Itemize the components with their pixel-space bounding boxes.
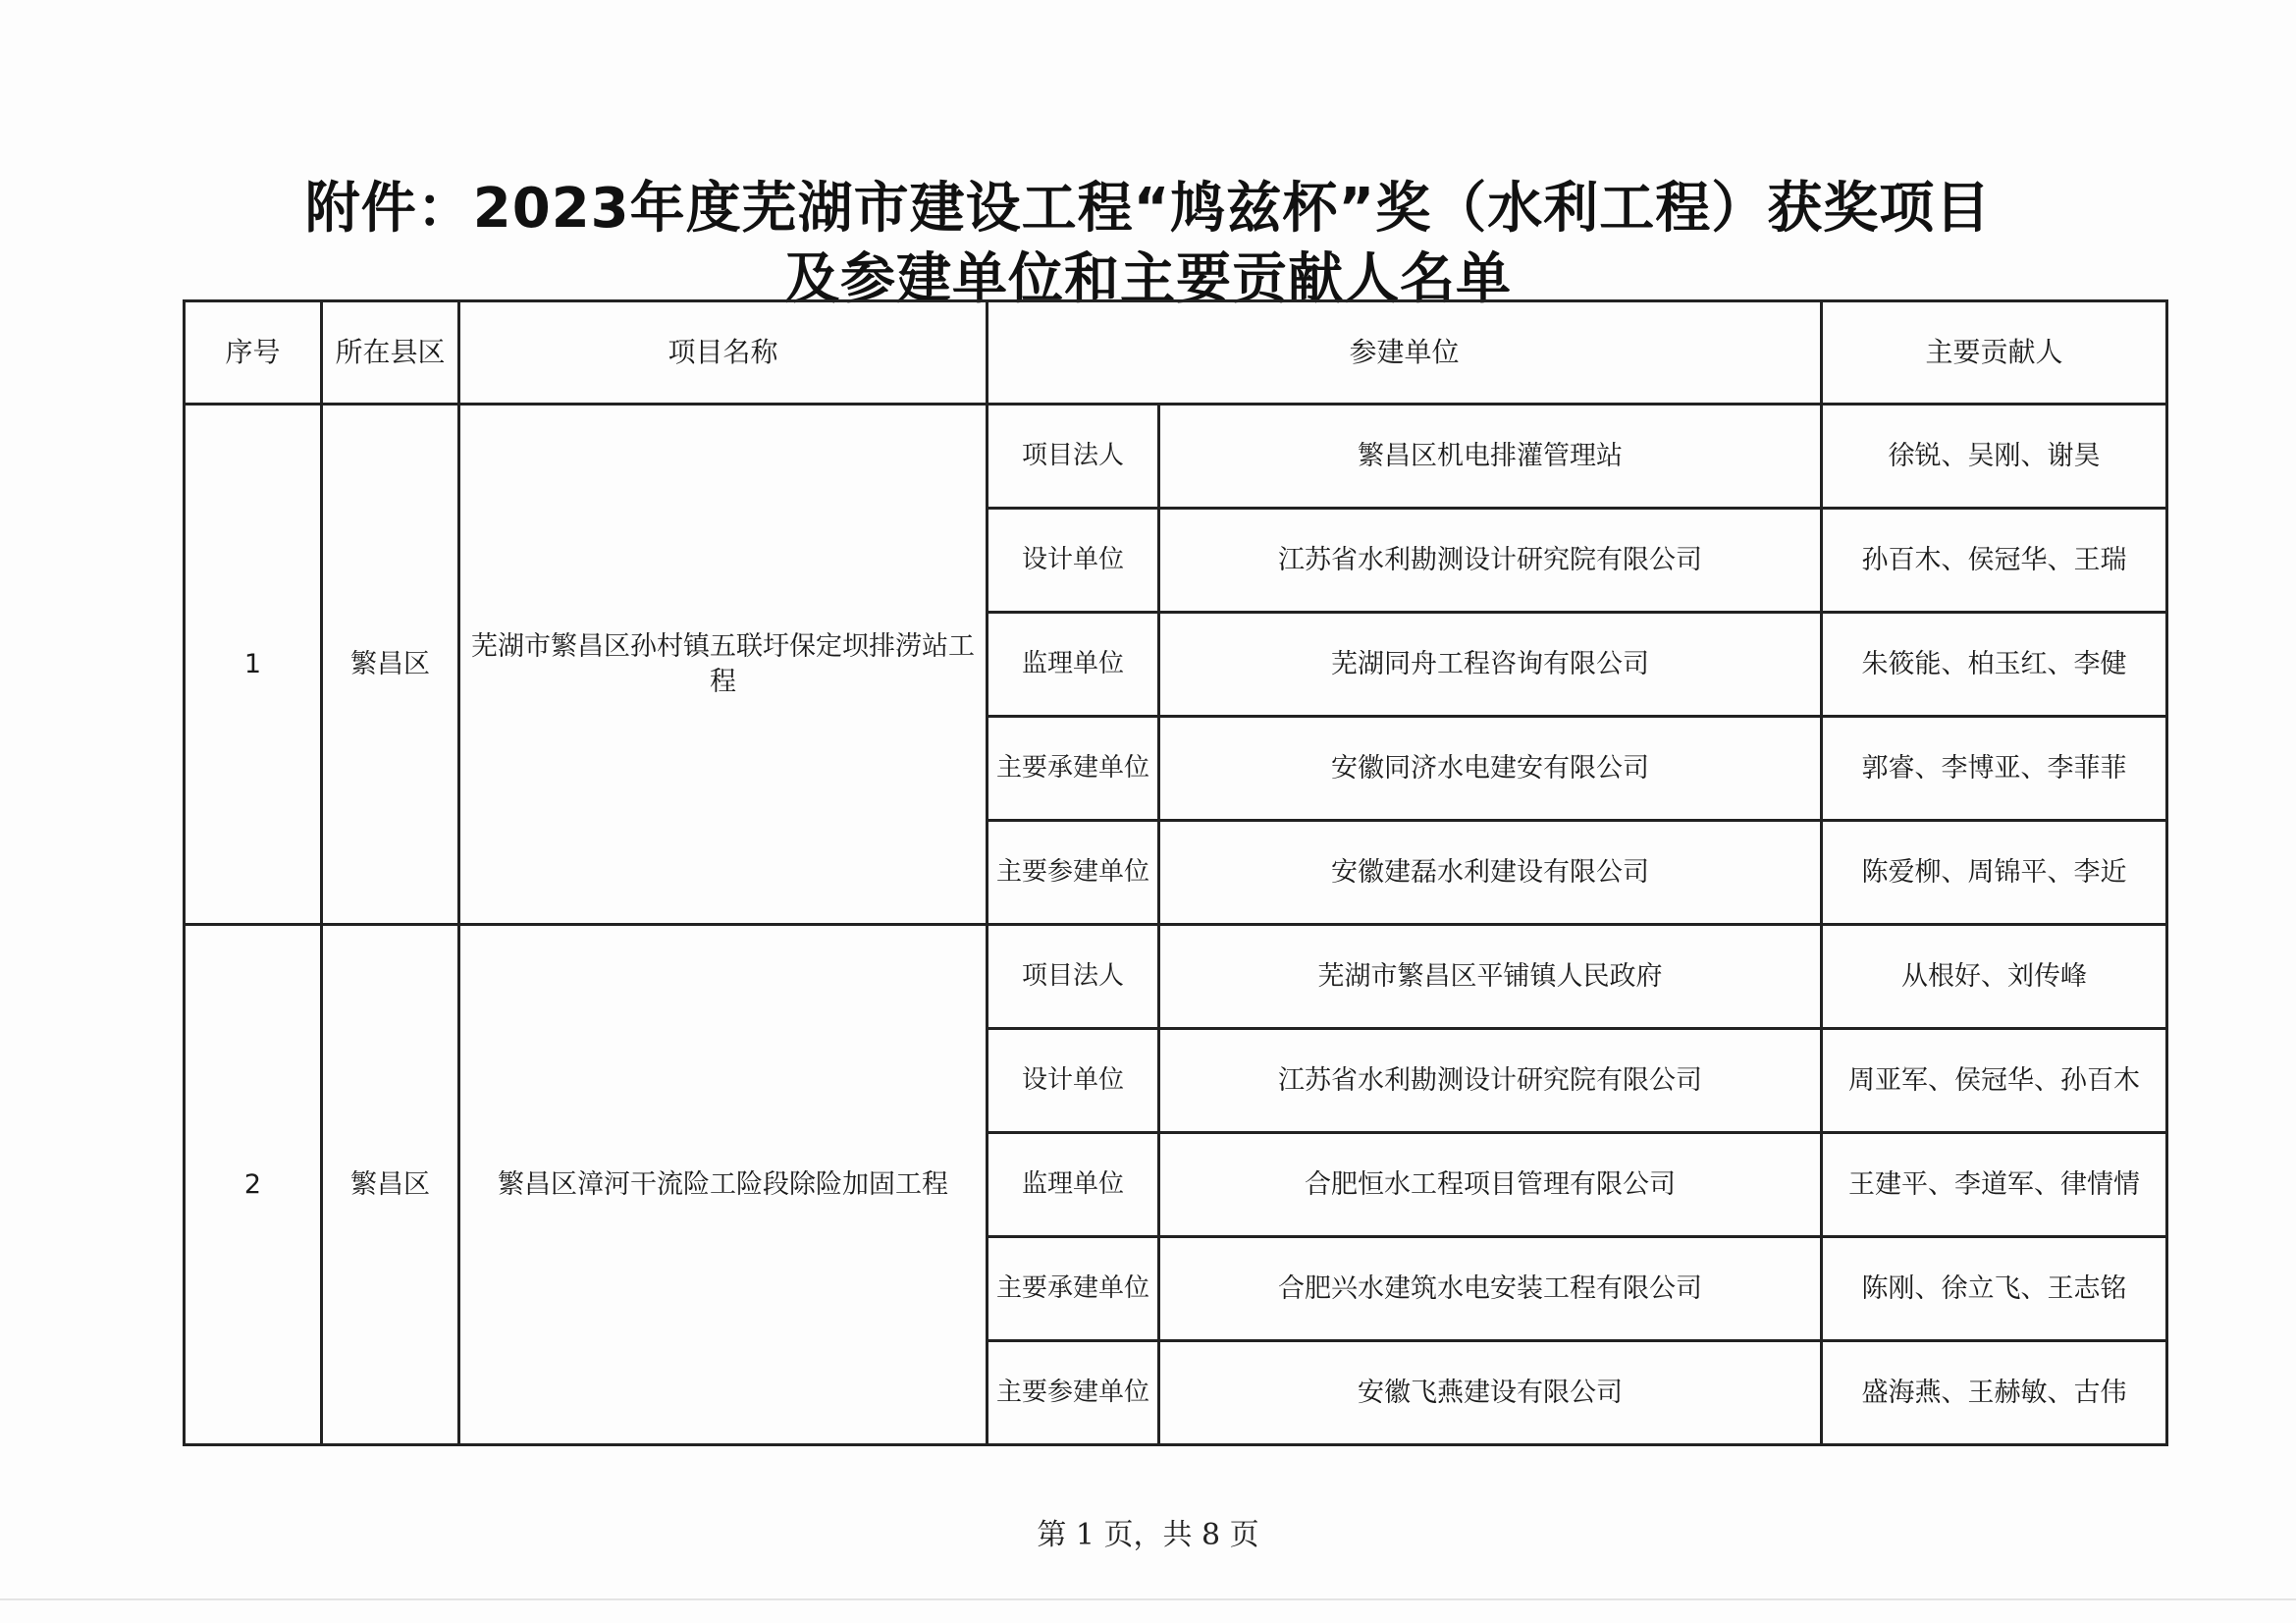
unit-name: 合肥恒水工程项目管理有限公司 [1159,1133,1822,1237]
unit-role: 监理单位 [988,613,1159,717]
header-no: 序号 [185,301,322,405]
award-list-table [183,299,2168,1446]
table-row [185,925,2167,1029]
contributors: 徐锐、吴刚、谢昊 [1822,405,2167,509]
unit-role: 项目法人 [988,405,1159,509]
contributors: 周亚军、侯冠华、孙百木 [1822,1029,2167,1133]
document-title-line-2: 及参建单位和主要贡献人名单 [784,247,1512,311]
unit-name: 江苏省水利勘测设计研究院有限公司 [1159,509,1822,613]
contributors: 陈刚、徐立飞、王志铭 [1822,1237,2167,1341]
header-units: 参建单位 [988,301,1822,405]
header-project: 项目名称 [459,301,988,405]
unit-name: 芜湖市繁昌区平铺镇人民政府 [1159,925,1822,1029]
project-name: 芜湖市繁昌区孙村镇五联圩保定坝排涝站工程 [459,405,988,925]
unit-name: 安徽建磊水利建设有限公司 [1159,821,1822,925]
project-number: 2 [185,925,322,1445]
contributors: 陈爱柳、周锦平、李近 [1822,821,2167,925]
table-header-row [185,301,2167,405]
header-county: 所在县区 [322,301,459,405]
contributors: 朱筱能、柏玉红、李健 [1822,613,2167,717]
header-contributors: 主要贡献人 [1822,301,2167,405]
unit-role: 主要参建单位 [988,821,1159,925]
unit-role: 设计单位 [988,1029,1159,1133]
project-county: 繁昌区 [322,405,459,925]
unit-role: 主要承建单位 [988,717,1159,821]
project-number: 1 [185,405,322,925]
unit-role: 监理单位 [988,1133,1159,1237]
project-county: 繁昌区 [322,925,459,1445]
unit-role: 主要参建单位 [988,1341,1159,1445]
contributors: 郭睿、李博亚、李菲菲 [1822,717,2167,821]
unit-role: 设计单位 [988,509,1159,613]
contributors: 从根好、刘传峰 [1822,925,2167,1029]
unit-name: 江苏省水利勘测设计研究院有限公司 [1159,1029,1822,1133]
document-title-line-1: 附件：2023年度芜湖市建设工程“鸠兹杯”奖（水利工程）获奖项目 [304,177,1992,241]
unit-name: 芜湖同舟工程咨询有限公司 [1159,613,1822,717]
unit-name: 繁昌区机电排灌管理站 [1159,405,1822,509]
page-number-footer: 第 1 页，共 8 页 [1037,1518,1259,1552]
project-name: 繁昌区漳河干流险工险段除险加固工程 [459,925,988,1445]
table-row [185,405,2167,509]
contributors: 孙百木、侯冠华、王瑞 [1822,509,2167,613]
unit-name: 安徽同济水电建安有限公司 [1159,717,1822,821]
unit-role: 主要承建单位 [988,1237,1159,1341]
contributors: 王建平、李道军、律情情 [1822,1133,2167,1237]
contributors: 盛海燕、王赫敏、古伟 [1822,1341,2167,1445]
unit-role: 项目法人 [988,925,1159,1029]
unit-name: 安徽飞燕建设有限公司 [1159,1341,1822,1445]
unit-name: 合肥兴水建筑水电安装工程有限公司 [1159,1237,1822,1341]
scan-edge-divider [0,1598,2296,1600]
